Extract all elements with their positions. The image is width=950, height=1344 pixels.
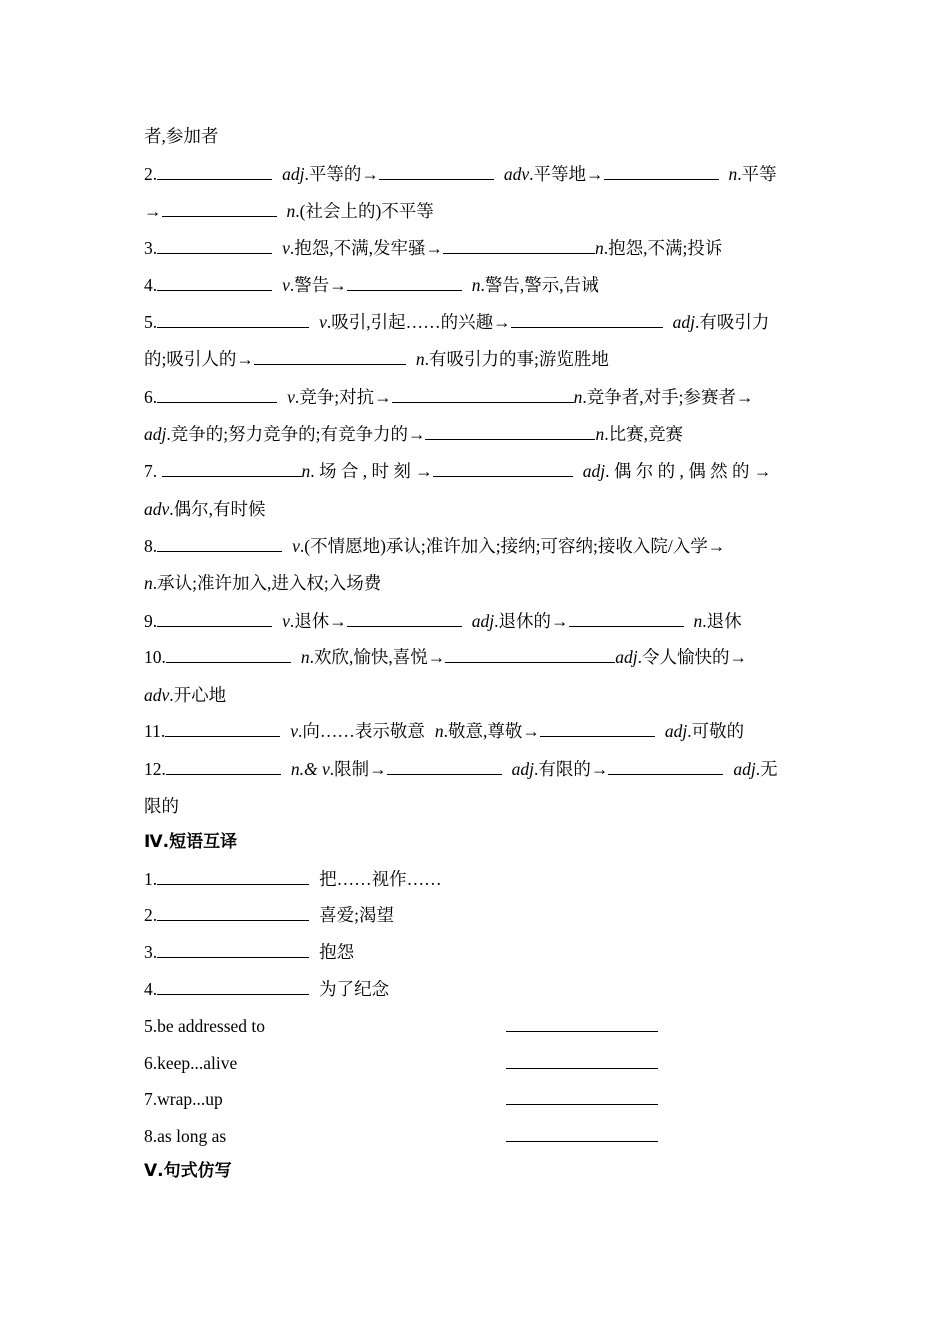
answer-blank[interactable]	[157, 532, 282, 552]
answer-blank[interactable]	[445, 643, 615, 663]
item-6: 6. v.竞争;对抗→ n.竞争者,对手;参赛者→	[144, 383, 806, 411]
item-2-cont: → n.(社会上的)不平等	[144, 197, 806, 225]
line-1: 者,参加者	[144, 126, 219, 146]
answer-blank[interactable]	[157, 938, 309, 958]
answer-blank[interactable]	[569, 607, 684, 627]
answer-blank[interactable]	[157, 234, 272, 254]
phrase-item-8: 8.as long as	[144, 1122, 806, 1150]
answer-blank[interactable]	[506, 1085, 658, 1105]
answer-blank[interactable]	[604, 160, 719, 180]
answer-blank[interactable]	[433, 457, 573, 477]
answer-blank[interactable]	[162, 457, 302, 477]
phrase-item-2: 2. 喜爱;渴望	[144, 901, 806, 929]
item-12: 12. n.& v.限制→ adj.有限的→ adj.无	[144, 755, 806, 783]
answer-blank[interactable]	[506, 1012, 658, 1032]
answer-blank[interactable]	[157, 383, 277, 403]
answer-blank[interactable]	[608, 755, 723, 775]
answer-blank[interactable]	[443, 234, 595, 254]
item-8-cont: n.承认;准许加入,进入权;入场费	[144, 573, 382, 593]
section-4-heading: Ⅳ.短语互译	[144, 832, 238, 852]
answer-blank[interactable]	[347, 607, 462, 627]
item-4: 4. v.警告→ n.警告,警示,告诫	[144, 271, 806, 299]
answer-blank[interactable]	[392, 383, 574, 403]
phrase-item-1: 1. 把……视作……	[144, 865, 806, 893]
answer-blank[interactable]	[425, 420, 595, 440]
item-2: 2. adj.平等的→ adv.平等地→ n.平等	[144, 160, 806, 188]
answer-blank[interactable]	[387, 755, 502, 775]
answer-blank[interactable]	[166, 643, 291, 663]
item-10: 10. n.欢欣,愉快,喜悦→ adj.令人愉快的→	[144, 643, 806, 671]
item-11: 11. v.向……表示敬意 n.敬意,尊敬→ adj.可敬的	[144, 717, 806, 745]
answer-blank[interactable]	[157, 865, 309, 885]
answer-blank[interactable]	[157, 271, 272, 291]
item-10-cont: adv.开心地	[144, 685, 227, 705]
answer-blank[interactable]	[165, 717, 280, 737]
item-6-cont: adj.竞争的;努力竞争的;有竞争力的→ n.比赛,竞赛	[144, 420, 806, 448]
item-5-cont: 的;吸引人的→ n.有吸引力的事;游览胜地	[144, 345, 806, 373]
answer-blank[interactable]	[506, 1049, 658, 1069]
answer-blank[interactable]	[157, 975, 309, 995]
answer-blank[interactable]	[157, 308, 309, 328]
phrase-item-5: 5.be addressed to	[144, 1012, 806, 1040]
phrase-item-3: 3. 抱怨	[144, 938, 806, 966]
item-9: 9. v.退休→ adj.退休的→ n.退休	[144, 607, 806, 635]
item-7-cont: adv.偶尔,有时候	[144, 499, 266, 519]
answer-blank[interactable]	[506, 1122, 658, 1142]
answer-blank[interactable]	[157, 901, 309, 921]
answer-blank[interactable]	[254, 345, 406, 365]
answer-blank[interactable]	[162, 197, 277, 217]
phrase-item-6: 6.keep...alive	[144, 1049, 806, 1077]
answer-blank[interactable]	[511, 308, 663, 328]
answer-blank[interactable]	[166, 755, 281, 775]
item-12-cont: 限的	[144, 796, 179, 816]
item-7: 7. n. 场 合 , 时 刻 → adj. 偶 尔 的 , 偶 然 的 →	[144, 457, 806, 485]
answer-blank[interactable]	[157, 160, 272, 180]
phrase-item-4: 4. 为了纪念	[144, 975, 806, 1003]
section-5-heading: Ⅴ.句式仿写	[144, 1161, 232, 1181]
answer-blank[interactable]	[540, 717, 655, 737]
item-8: 8. v.(不情愿地)承认;准许加入;接纳;可容纳;接收入院/入学→	[144, 532, 806, 560]
answer-blank[interactable]	[347, 271, 462, 291]
item-3: 3. v.抱怨,不满,发牢骚→ n.抱怨,不满;投诉	[144, 234, 806, 262]
answer-blank[interactable]	[379, 160, 494, 180]
phrase-item-7: 7.wrap...up	[144, 1085, 806, 1113]
answer-blank[interactable]	[157, 607, 272, 627]
item-5: 5. v.吸引,引起……的兴趣→ adj.有吸引力	[144, 308, 806, 336]
